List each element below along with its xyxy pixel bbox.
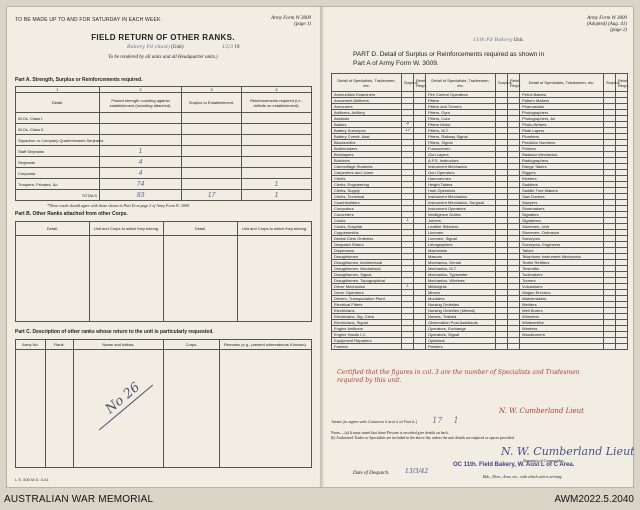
row-label: Staff Serjeants (16, 146, 100, 157)
part-d-title: PART D. Detail of Surplus or Reinforcements required as shown in (353, 51, 545, 58)
trade-name: Fire Control Operators (426, 92, 496, 98)
trade-name: Toolmakers (520, 272, 604, 278)
trade-name: Clerks, Engineering (332, 182, 402, 188)
trade-name: Draughtsmen (332, 254, 402, 260)
row-value (182, 179, 242, 190)
row-value: 4 (100, 157, 182, 168)
totals-row: Totals (to agree with Columns 3 and 4 of Part A.) 17 1 (331, 416, 459, 425)
trade-name: Electricians (332, 308, 402, 314)
section-c-table: Army No. Rank. Name and Initials. Corps. Remarks (e.g., present whereabouts if known). (15, 339, 312, 468)
trade-name: Coachbuilders (332, 200, 402, 206)
trade-name: Opticians (426, 338, 496, 344)
row-value (182, 157, 242, 168)
trade-name: Predictor Numbers (520, 140, 604, 146)
trade-name: Riggers (520, 170, 604, 176)
despatch-date: 13/3/42 (405, 468, 429, 475)
trade-name: Radiator Mechanics (520, 152, 604, 158)
unit-handwritten: Bakery Fd (Aust) (127, 44, 171, 50)
trade-name: Clerks, Supply (332, 188, 402, 194)
trade-name: Linemen (426, 230, 496, 236)
section-a-table: 1 2 3 4 Detail. Posted strength counting against establishment (including attached). Surplus to Establishment. Reinforcements required (i.e., deficits on establishment). W.Os. Class I. W.Os. Class II. Squadron or Company Quartermaster-Serjeants Staff Serjeants 1 Serjeants 4 Corporals 4 Troopers, Privates, &c. 74 1 TOTALS 83 17 1 (15, 86, 312, 201)
despatch-label: Date of Despatch. (353, 471, 390, 476)
trade-name: Driver Operators (332, 290, 402, 296)
trade-name: Cooks, Hospital (332, 224, 402, 230)
row-value (242, 113, 312, 124)
trade-name: Dental Clerk Orderlies (332, 236, 402, 242)
trade-name: Battery Surveyors (332, 128, 402, 134)
surplus-cell: 4 (402, 122, 414, 128)
right-page (323, 7, 635, 487)
trade-name: Bricklayers (332, 152, 402, 158)
trade-name: Blacksmiths (332, 140, 402, 146)
trade-name: Artificers, Artillery (332, 110, 402, 116)
trade-name: Plate Layers (520, 128, 604, 134)
trade-name: Boilermakers (332, 146, 402, 152)
trade-name: Armourers (332, 104, 402, 110)
trade-name: Dispensers (332, 248, 402, 254)
totals-surplus: 17 (432, 416, 443, 425)
trade-name: Printers (520, 146, 604, 152)
surplus-cell: 12 (402, 128, 414, 134)
trade-name: Millwrights (426, 284, 496, 290)
row-label: TOTALS (16, 190, 100, 201)
row-value (242, 124, 312, 135)
trade-name: Wheelers (520, 314, 604, 320)
section-a-row (16, 190, 312, 201)
trade-name: Petrol Bakers (520, 92, 604, 98)
row-value: 4 (100, 168, 182, 179)
trade-name: Coppersmiths (332, 230, 402, 236)
trade-name: Miners (426, 290, 496, 296)
trade-name: Storemen, Unit (520, 224, 604, 230)
section-a-row (16, 157, 312, 168)
section-b-table: Detail. Unit and Corps to which they belong. Detail. Unit and Corps to which they belong. (15, 221, 312, 322)
trade-name: Gun Operators (426, 170, 496, 176)
trade-name: Battery Comdr. Asst. (332, 134, 402, 140)
form-reference: Army Form W 3009 (page 1) (271, 16, 311, 27)
row-value (100, 135, 182, 146)
trade-name: Saddlers (520, 182, 604, 188)
trade-name: Instrument Mechanics (426, 164, 496, 170)
document-sheet (6, 6, 634, 488)
trade-name: Machinists (426, 248, 496, 254)
trade-name: Lithographers (426, 242, 496, 248)
unit-label: (Unit) (171, 45, 184, 50)
trade-name: Computors (332, 206, 402, 212)
trade-name (520, 344, 604, 350)
part-d-table: Detail of Specialists, Tradesmen, etc. Surplus Reinf. Reqd. Detail of Specialists, Tradesmen, etc. Surplus Reinf. Reqd. Detail of Specialists, Tradesmen, etc. Surplus Reinf. Reqd. Ammunition Examiners Fire Control Operators Petrol Bakers Armament Artificers Fitters Pattern Makers Armourers Fitters and Turners Pharmacists Artificers, Artillery Fitters, Gyro Photographers Assistan Fitters, Loco Photographers, Air Bakers 4 Fitters Motor Photo-Writers Battery Surveyors 12 Fitters, M.T. Plate Layers Battery Comdr. Asst. Fitters, Railway Signal Plumbers Blacksmiths Fitters, Signal Predictor Numbers Boilermakers Furnacemen Printers Bricklayers Gun Layers Radiator Mechanics Butchers A.F.S. Instructors Radiographers Camouflage Students Instrument Mechanics Range Takers Carpenters and Joiner Gun Operators Riggers Clerks Hammermen Riveters Clerks, Engineering Height Takers Saddlers Clerks, Supply Hole Operators Saddle Tree Makers Clerks, Technical Instrument Mechanics Saw Doctors Coachbuilders Instrument Mechanics, Surgical Sawyers Computors Instrument Operators Shoemakers Concreters Intelligence Duties Signalers Cooks 1 Joiners Signalmen Cooks, Hospital Leather Stitchers Storemen, Unit Coppersmiths Linemen Storemen, Ordnance Dental Clerk Orderlies Linemen, Signal Surveyors Despatch Riders Lithographers Surveyors, Engineers Dispensers Machinists Tailors Draughtsmen Masons Telephone Instrument Mechanics Draughtsmen, Architectural Mechanics, Dental Textile Refitters Draughtsmen, Mechanical Mechanics, M.T. Tinsmiths Draughtsmen, Signal Mechanics, Typewriter Toolmakers Draughtsmen, Topographical Mechanics, Wireless Turners Driver Mechanics 1 Millwrights Vulcanisers Driver Operators Miners Wagon Erectors Drivers, Transportation Plant Moulders Watchmakers Electrical Fitters Nursing Orderlies Welders Electricians Nursing Orderlies (Mental) Well Borers Electricians, Sig. Clerk Nurses, Trained Wheelers Electricians, Signal Observation Post Assistants Whitesmiths Engine Artificers Operators, Exchange Wireless Engine Hands I.C. Operators, Signal Woodturners Equipment Repairers Opticians Farriers Painters (331, 73, 628, 350)
section-a-label: Part A. Strength, Surplus or Reinforcements required. (15, 77, 143, 83)
trade-name: A.F.S. Instructors (426, 158, 496, 164)
trade-name: Moulders (426, 296, 496, 302)
row-label: Troopers, Privates, &c. (16, 179, 100, 190)
weekly-notice: TO BE MADE UP TO AND FOR SATURDAY IN EACH WEEK. (15, 17, 163, 23)
trade-name: Hole Operators (426, 188, 496, 194)
trade-name: Engine Hands I.C. (332, 332, 402, 338)
pencil-annotation: No 26 (102, 379, 144, 418)
trade-name: Radiographers (520, 158, 604, 164)
reinf-cell (414, 344, 426, 350)
row-value (182, 113, 242, 124)
totals-reinf: 1 (453, 416, 459, 425)
row-value: 1 (242, 190, 312, 201)
trade-name: Nursing Orderlies (426, 302, 496, 308)
trade-name: Fitters, Loco (426, 116, 496, 122)
row-value (182, 135, 242, 146)
trade-name: Nurses, Trained (426, 314, 496, 320)
surplus-cell: 1 (402, 218, 414, 224)
trade-name: Joiners (426, 218, 496, 224)
trade-name: Pharmacists (520, 104, 604, 110)
trade-name: Fitters, M.T. (426, 128, 496, 134)
trade-name: Wireless (520, 326, 604, 332)
trade-name: Drivers, Transportation Plant (332, 296, 402, 302)
row-value: 83 (100, 190, 182, 201)
trade-name: Despatch Riders (332, 242, 402, 248)
trade-name: Mechanics, M.T. (426, 266, 496, 272)
row-label: Serjeants (16, 157, 100, 168)
trade-name: Turners (520, 278, 604, 284)
archive-caption: AUSTRALIAN WAR MEMORIAL (4, 494, 154, 505)
section-a-footnote: *These totals should agree with those shown in Part D on page 2 of Army Form W. 3009. (47, 203, 190, 208)
trade-name: Fitters, Signal (426, 140, 496, 146)
trade-name: Surveyors (520, 236, 604, 242)
row-label: W.Os. Class I. (16, 113, 100, 124)
trade-name: Draughtsmen, Signal (332, 272, 402, 278)
trade-name: Well Borers (520, 308, 604, 314)
bde-label: Bde., Divn., Area, etc., with which unit is serving. (483, 474, 563, 479)
trade-name: Surveyors, Engineers (520, 242, 604, 248)
trade-name: Telephone Instrument Mechanics (520, 254, 604, 260)
notes-block: Notes.—(a) It must stated that those Privates is recorded give details on back. (b) Authorized Trades or Specialists are included in the above list, unless the unit details are required as spaces provided. (331, 431, 515, 440)
trade-name: Height Takers (426, 182, 496, 188)
section-a-row (16, 146, 312, 157)
row-value (242, 157, 312, 168)
surplus-cell (402, 344, 414, 350)
trade-name: Whitesmiths (520, 320, 604, 326)
row-value (100, 113, 182, 124)
trade-name: Range Takers (520, 164, 604, 170)
surplus-cell (604, 344, 616, 350)
trade-name: Watchmakers (520, 296, 604, 302)
trade-name: Vulcanisers (520, 284, 604, 290)
section-a-row (16, 168, 312, 179)
row-label: W.Os. Class II. (16, 124, 100, 135)
trade-name: Gun Layers (426, 152, 496, 158)
trade-name: Camouflage Students (332, 164, 402, 170)
trade-name: Cooks (332, 218, 402, 224)
trade-name: Hammermen (426, 176, 496, 182)
trade-name: Intelligence Duties (426, 212, 496, 218)
trade-name: Nursing Orderlies (Mental) (426, 308, 496, 314)
row-value: 1 (100, 146, 182, 157)
unit-field-right: 11th Fd Bakery Unit. (473, 37, 524, 43)
trade-name: Clerks (332, 176, 402, 182)
trade-name: Sawyers (520, 200, 604, 206)
trade-name: Masons (426, 254, 496, 260)
signature-caption: Signature of Commander. (523, 458, 564, 463)
trade-name: Plumbers (520, 134, 604, 140)
trade-name: Painters (426, 344, 496, 350)
trade-name: Bakers (332, 122, 402, 128)
trade-name: Linemen, Signal (426, 236, 496, 242)
row-value: 74 (100, 179, 182, 190)
page-title: FIELD RETURN OF OTHER RANKS. (91, 33, 235, 42)
row-value (242, 146, 312, 157)
trade-name: Armament Artificers (332, 98, 402, 104)
trade-name: Fitters (426, 98, 496, 104)
trade-name: Furnacemen (426, 146, 496, 152)
trade-name: Welders (520, 302, 604, 308)
trade-name: Driver Mechanics (332, 284, 402, 290)
section-a-row (16, 124, 312, 135)
surplus-cell (496, 344, 508, 350)
unit-field (127, 44, 184, 50)
trade-name: Signalers (520, 212, 604, 218)
reinf-cell (616, 344, 628, 350)
section-a-row (16, 135, 312, 146)
row-value (182, 146, 242, 157)
row-value (182, 124, 242, 135)
trade-name: Ammunition Examiners (332, 92, 402, 98)
archive-id: AWM2022.5.2040 (554, 494, 634, 505)
date-field (222, 44, 239, 50)
print-code: L.S. 500 M.D. 3-41 (15, 477, 49, 482)
row-value: 17 (182, 190, 242, 201)
trade-name: Mechanics, Dental (426, 260, 496, 266)
trade-name: Photographers (520, 110, 604, 116)
page-fold (320, 7, 322, 487)
trade-name: Instrument Mechanics, Surgical (426, 200, 496, 206)
trade-name: Butchers (332, 158, 402, 164)
trade-name: Operators, Exchange (426, 326, 496, 332)
rendered-instruction: To be rendered by all units and all Headquarter units.) (108, 55, 218, 60)
year-label: 19 (234, 45, 240, 50)
trade-name: Woodturners (520, 332, 604, 338)
trade-name: Shoemakers (520, 206, 604, 212)
row-label: Corporals (16, 168, 100, 179)
row-value (182, 168, 242, 179)
part-d-subtitle: Part A of Army Form W. 3009. (353, 60, 439, 67)
trade-name: Pattern Makers (520, 98, 604, 104)
trade-name: Draughtsmen, Topographical (332, 278, 402, 284)
trade-name: Leather Stitchers (426, 224, 496, 230)
commander-signature: N. W. Cumberland Lieut (501, 445, 635, 458)
trade-name: Storemen, Ordnance (520, 230, 604, 236)
trade-name: Fitters Motor (426, 122, 496, 128)
trade-name: Electrical Fitters (332, 302, 402, 308)
trade-name: Instrument Mechanics (426, 194, 496, 200)
trade-name: Clerks, Technical (332, 194, 402, 200)
trade-name: Carpenters and Joiner (332, 170, 402, 176)
trade-name: Tailors (520, 248, 604, 254)
trade-name: Draughtsmen, Architectural (332, 260, 402, 266)
row-value (242, 135, 312, 146)
trade-name: Concreters (332, 212, 402, 218)
trade-name: Photographers, Air (520, 116, 604, 122)
trade-name: Wagon Erectors (520, 290, 604, 296)
trade-name: Mechanics, Typewriter (426, 272, 496, 278)
trade-name: Saddle Tree Makers (520, 188, 604, 194)
section-c-label: Part C. Description of other ranks whose return to the unit is particularly requested. (15, 329, 214, 335)
row-value (100, 124, 182, 135)
left-page (7, 7, 319, 487)
trade-name: Engine Artificers (332, 326, 402, 332)
trade-name: Tinsmiths (520, 266, 604, 272)
section-a-row (16, 113, 312, 124)
row-value: 1 (242, 179, 312, 190)
red-certification-note: Certified that the figures in col. 3 are the number of Specialists and Tradesmen required by this unit. (337, 369, 580, 384)
trade-name: Fitters and Turners (426, 104, 496, 110)
trade-name: Operators, Signal (426, 332, 496, 338)
section-b-label: Part B. Other Ranks attached from other Corps. (15, 211, 128, 217)
trade-name: Riveters (520, 176, 604, 182)
reinf-cell (508, 344, 520, 350)
trade-name: Draughtsmen, Mechanical (332, 266, 402, 272)
form-reference-right: Army Form W 3009 (Adopted) (Aug. 41) (page 2) (586, 16, 627, 33)
trade-name: Mechanics, Wireless (426, 278, 496, 284)
trade-name: Fitters, Gyro (426, 110, 496, 116)
row-label: Squadron or Company Quartermaster-Serjeants (16, 135, 100, 146)
trade-name: Photo-Writers (520, 122, 604, 128)
section-a-row (16, 179, 312, 190)
part-d-row (332, 344, 628, 350)
trade-name: Electricians, Signal (332, 320, 402, 326)
trade-name: Saw Doctors (520, 194, 604, 200)
trade-name: Farriers (332, 344, 402, 350)
trade-name: Electricians, Sig. Clerk (332, 314, 402, 320)
trade-name: Instrument Operators (426, 206, 496, 212)
trade-name: Observation Post Assistants (426, 320, 496, 326)
surplus-cell: 1 (402, 284, 414, 290)
unit-stamp: OC 11th. Field Bakery, W. Aust L of C Area. (453, 462, 575, 468)
trade-name: Equipment Repairers (332, 338, 402, 344)
date-handwritten: 12/3 (222, 44, 234, 50)
row-value (242, 168, 312, 179)
trade-name: Fitters, Railway Signal (426, 134, 496, 140)
unit-handwritten-right: 11th Fd Bakery (473, 37, 513, 43)
red-signature: N. W. Cumberland Lieut (499, 407, 584, 415)
trade-name: Assistan (332, 116, 402, 122)
trade-name: Signalmen (520, 218, 604, 224)
trade-name: Textile Refitters (520, 260, 604, 266)
